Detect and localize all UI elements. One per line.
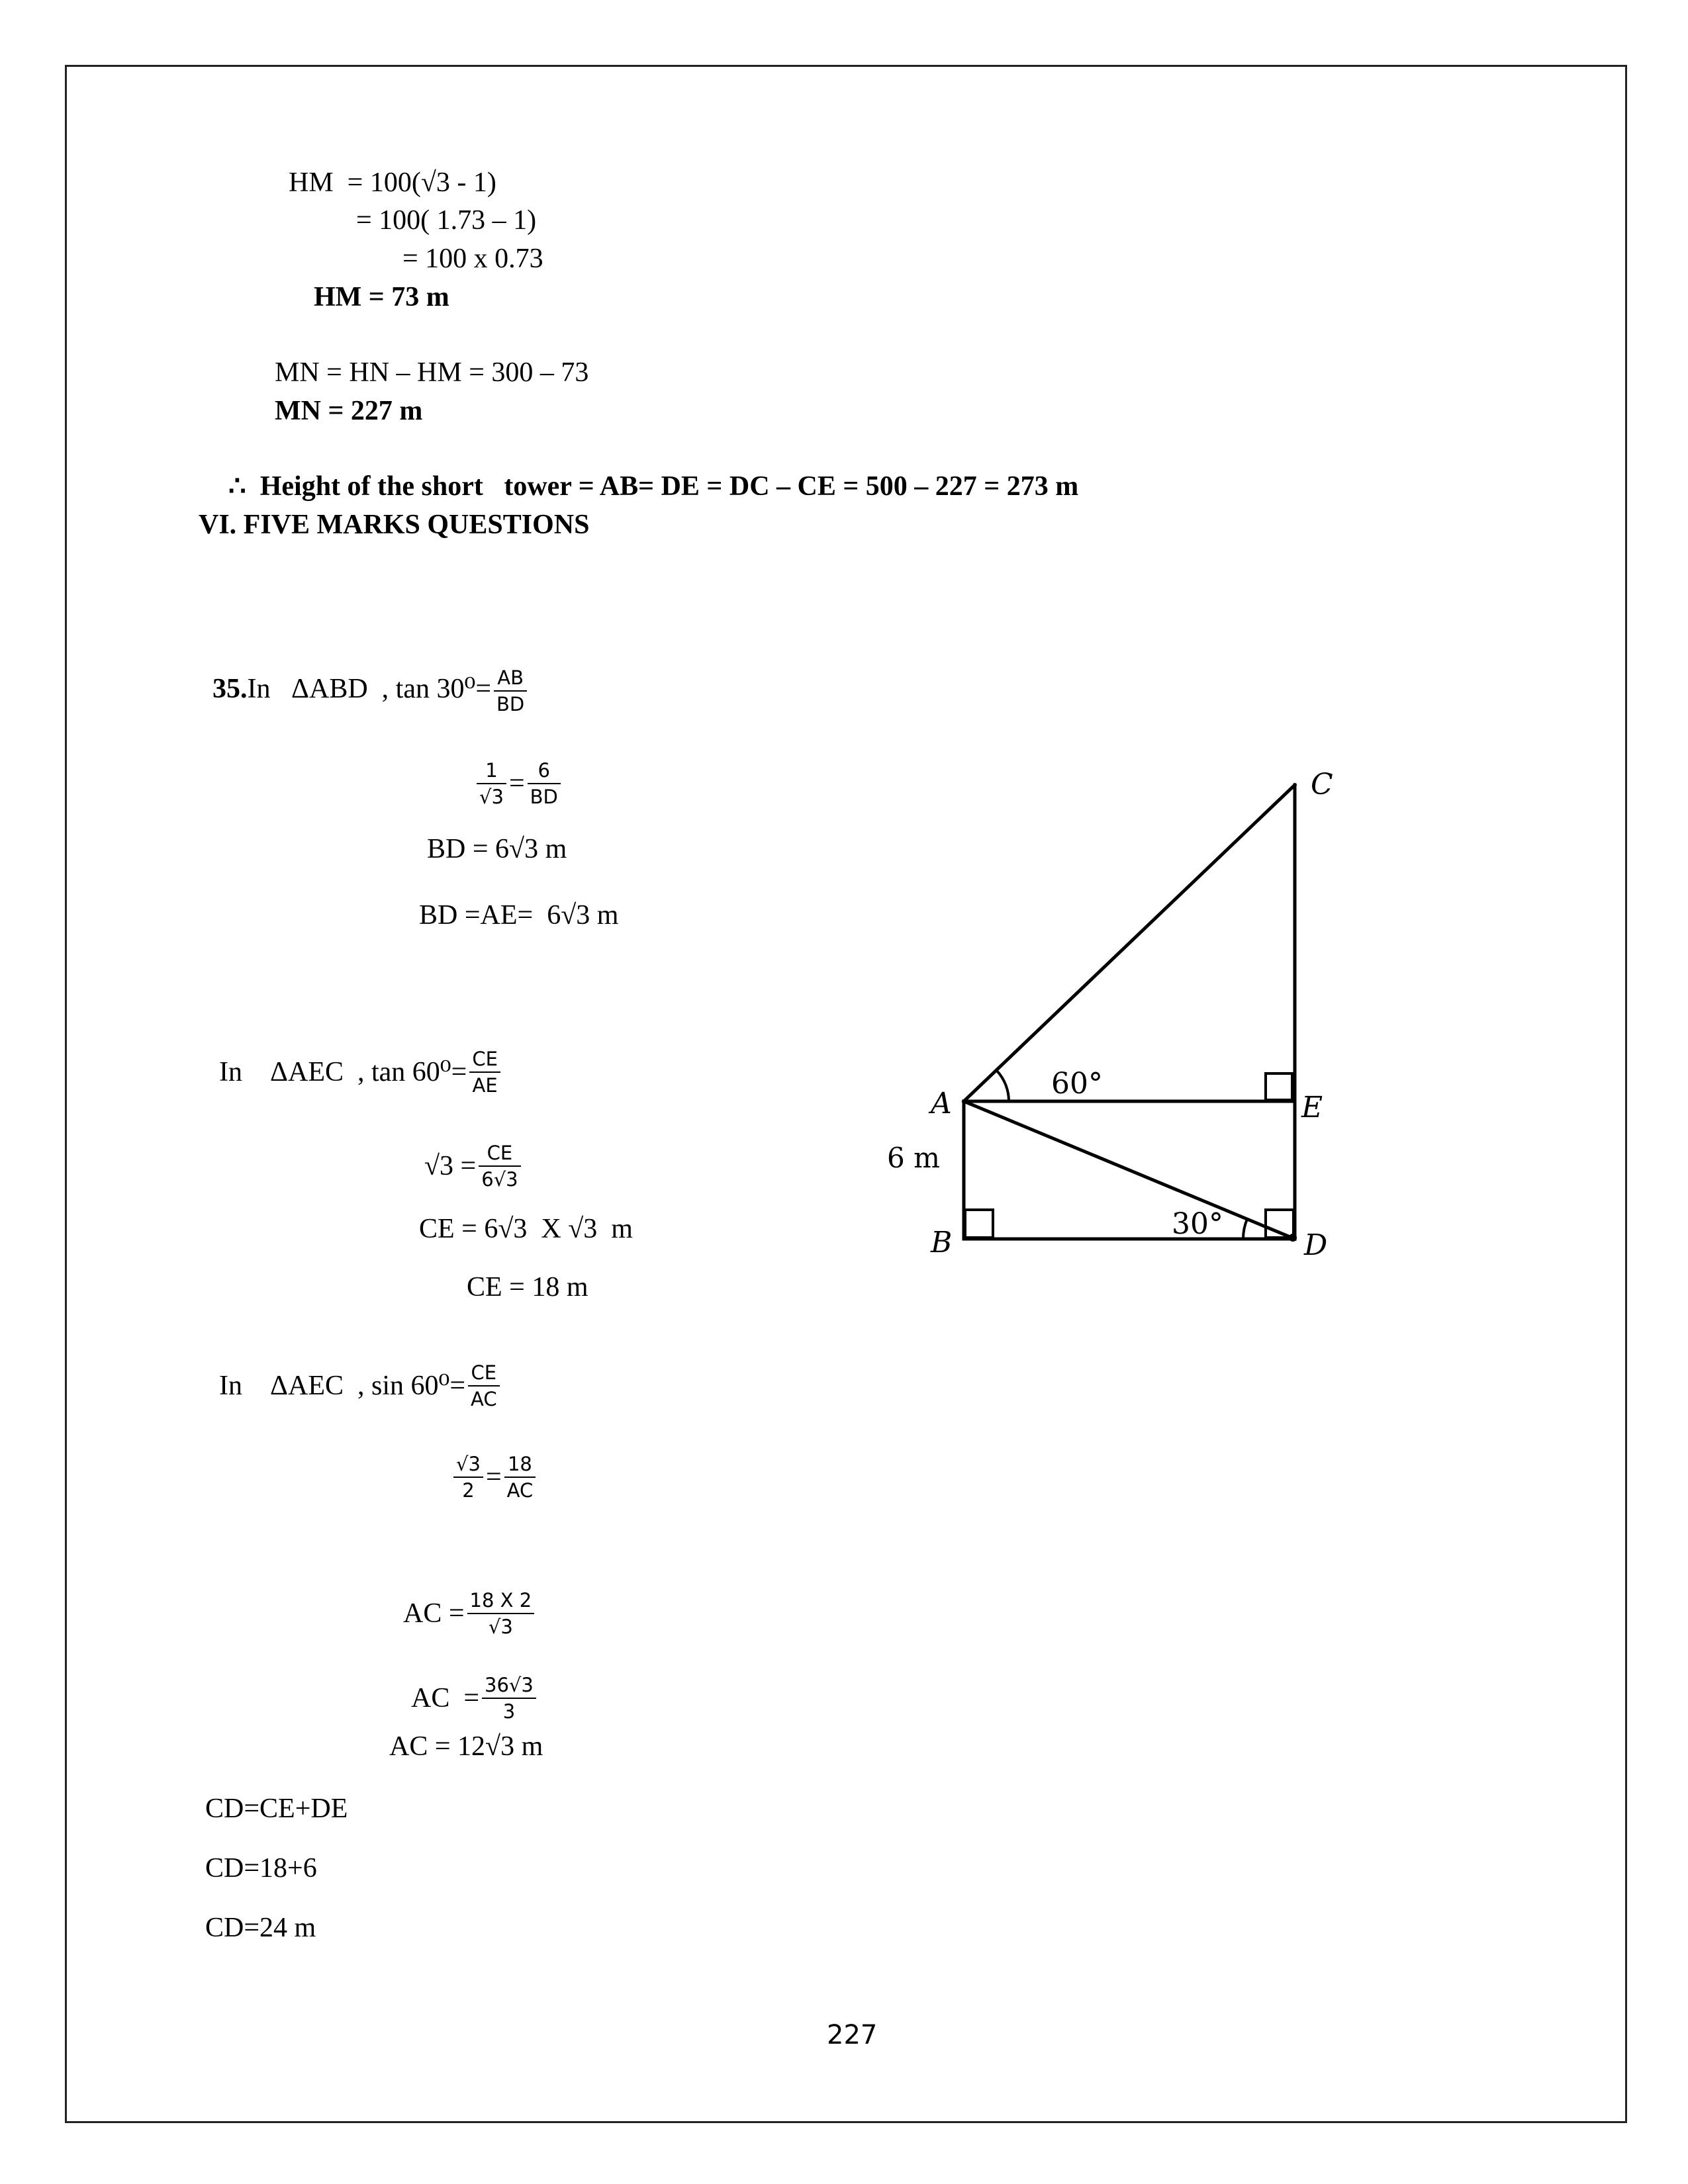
label-c: C (1311, 768, 1333, 801)
label-d: D (1304, 1228, 1328, 1262)
angle-30-label: 30° (1172, 1207, 1223, 1241)
q35-line-7: CE = 6√3 X √3 m (419, 1214, 633, 1244)
fraction-6-bd: $\frac{6}{BD}$ (528, 760, 561, 808)
conclusion-line: ∴ Height of the short tower = AB= DE = DC – CE = 500 – 227 = 273 m (228, 471, 1079, 502)
angle-arc-30 (1243, 1219, 1247, 1239)
fraction-1-root3: $\frac{1}{√3}$ (477, 760, 506, 808)
hm-step-2: = 100( 1.73 – 1) (356, 205, 537, 236)
q35-line-13: AC = 12√3 m (389, 1731, 543, 1762)
line-ad (964, 1101, 1295, 1239)
fraction-ce-6root3: $\frac{CE}{6√3}$ (479, 1142, 520, 1191)
fraction-ce-ac: $\frac{CE}{AC}$ (468, 1362, 500, 1410)
hm-result: HM = 73 m (314, 282, 449, 312)
angle-60-label: 60° (1051, 1067, 1103, 1101)
hm-step-1: HM = 100(√3 - 1) (289, 167, 496, 198)
angle-arc-60 (997, 1071, 1009, 1101)
fraction-root3-2: $\frac{√3}{2}$ (453, 1453, 483, 1502)
q35-line-6: √3 = $\frac{CE}{6√3}$ (410, 1115, 524, 1191)
q35-line-14: CD=CE+DE (205, 1794, 348, 1824)
q35-line-8: CE = 18 m (467, 1272, 588, 1302)
section-heading: VI. FIVE MARKS QUESTIONS (199, 510, 590, 540)
label-b: B (931, 1226, 953, 1259)
q35-line-9: In ΔAEC , sin 60⁰= $\frac{CE}{AC}$ (205, 1334, 502, 1410)
hm-step-3: = 100 x 0.73 (402, 244, 543, 274)
question-number: 35. (212, 674, 248, 705)
fraction-18-ac: $\frac{18}{AC}$ (504, 1453, 536, 1502)
triangle-diagram (861, 761, 1364, 1277)
q35-line-4: BD =AE= 6√3 m (419, 900, 619, 931)
q35-line-5: In ΔAEC , tan 60⁰= $\frac{CE}{AE}$ (205, 1021, 503, 1097)
q35-line-3: BD = 6√3 m (427, 834, 567, 864)
mn-result: MN = 227 m (275, 396, 423, 426)
mn-step: MN = HN – HM = 300 – 73 (275, 357, 589, 388)
right-angle-e (1266, 1073, 1292, 1100)
fraction-18x2-root3: $\frac{18 X 2}{√3}$ (467, 1590, 535, 1638)
fraction-ab-bd: $\frac{AB}{BD}$ (494, 667, 527, 715)
fraction-ce-ae: $\frac{CE}{AE}$ (469, 1048, 500, 1097)
right-angle-b (965, 1210, 993, 1238)
side-length-label: 6 m (887, 1142, 940, 1174)
label-e: E (1301, 1091, 1323, 1124)
q35-line-2: $\frac{1}{√3}$ = $\frac{6}{BD}$ (460, 732, 563, 808)
fraction-36root3-3: $\frac{36√3}{3}$ (482, 1674, 536, 1723)
point-d (1289, 1234, 1297, 1242)
q35-line-16: CD=24 m (205, 1913, 316, 1943)
label-a: A (931, 1087, 952, 1120)
line-ac (964, 785, 1295, 1101)
q35-line-11: AC = $\frac{18 X 2}{√3}$ (389, 1562, 537, 1638)
q35-line-15: CD=18+6 (205, 1853, 317, 1884)
page-number: 227 (827, 2020, 878, 2050)
q35-line-12: AC = $\frac{36√3}{3}$ (397, 1647, 539, 1723)
q35-line-10: $\frac{√3}{2}$ = $\frac{18}{AC}$ (437, 1426, 538, 1502)
q35-line-1: 35.In ΔABD , tan 30⁰= $\frac{AB}{BD}$ (199, 639, 530, 715)
